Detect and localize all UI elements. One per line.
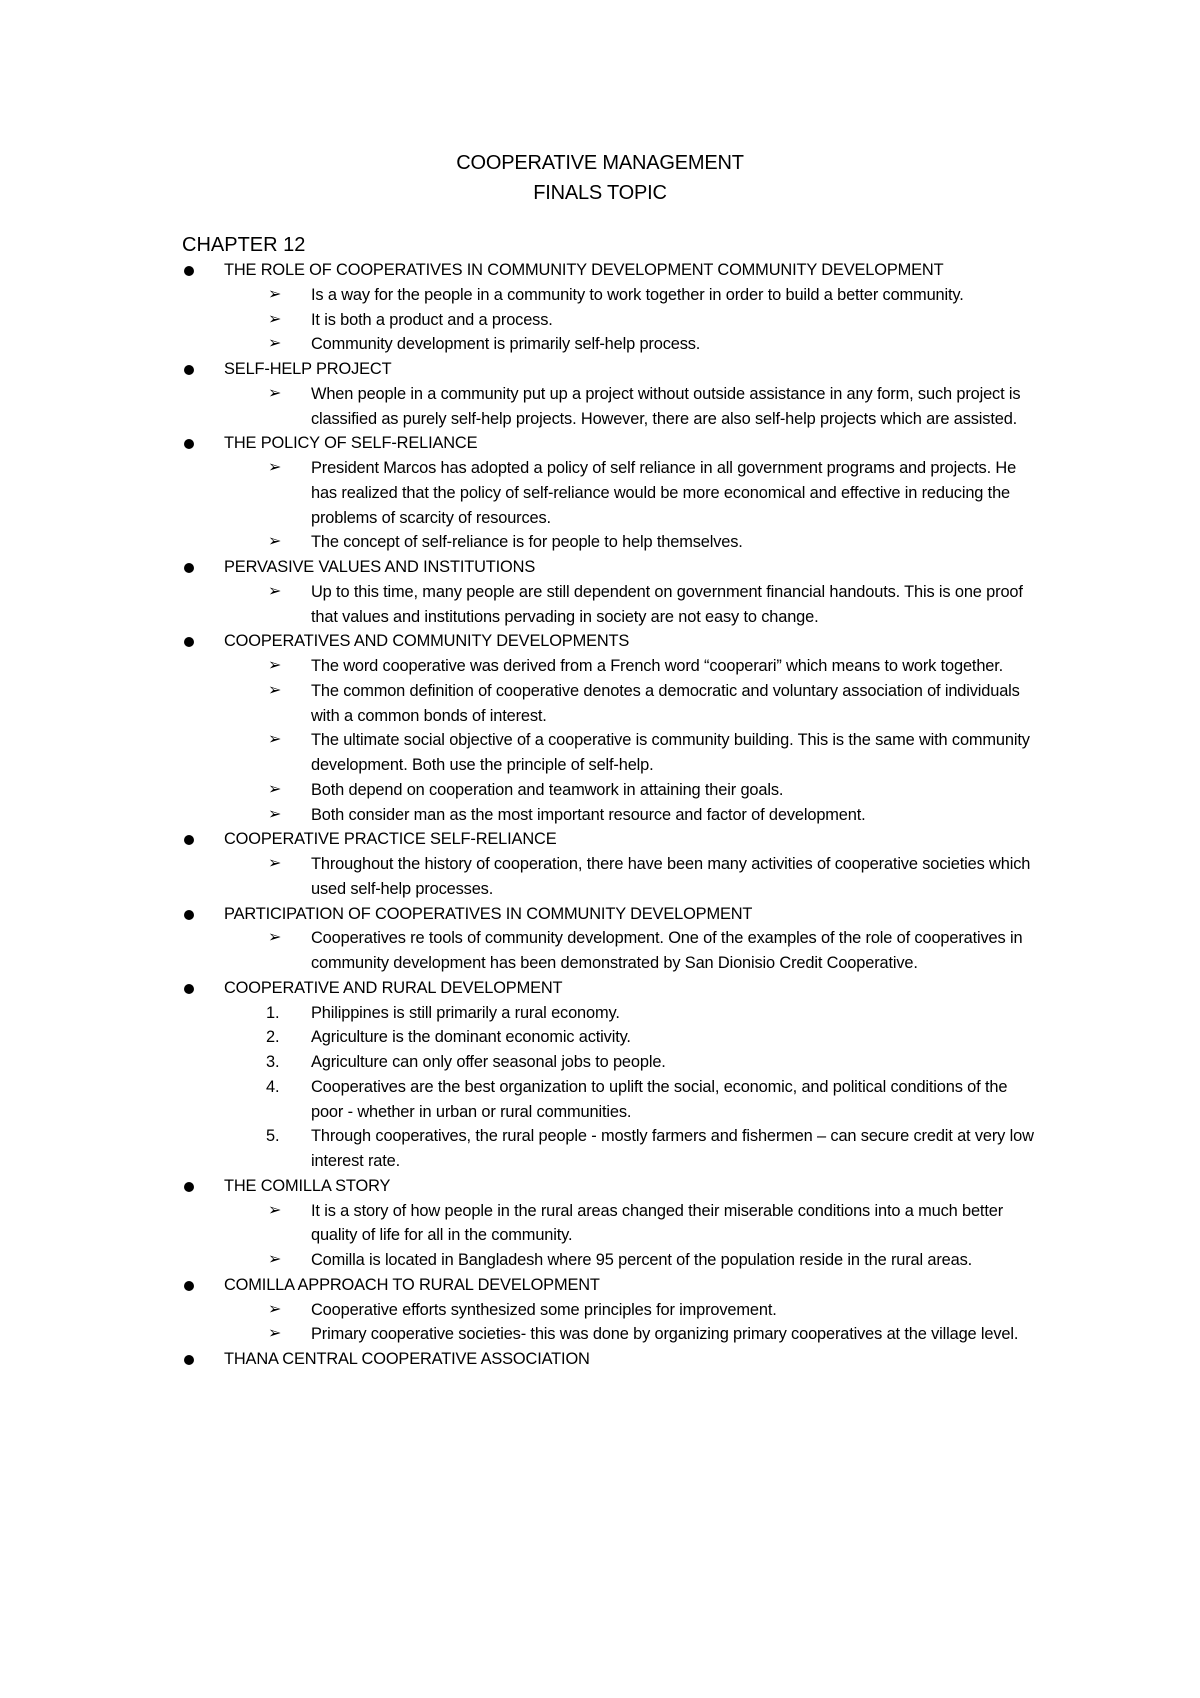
section-heading-text: THANA CENTRAL COOPERATIVE ASSOCIATION [224, 1350, 590, 1368]
list-item-text: Primary cooperative societies- this was done by organizing primary cooperatives at the village level. [311, 1325, 1019, 1344]
list-item [182, 530, 1042, 555]
section-heading [182, 827, 1042, 852]
bullet-dot-icon [184, 1281, 194, 1291]
list-item-text: The word cooperative was derived from a French word “cooperari” which means to work together. [311, 657, 1004, 675]
item-number: 2. [266, 1028, 280, 1047]
section-heading [182, 1347, 1042, 1372]
list-item-text: Through cooperatives, the rural people - mostly farmers and fishermen – can secure credit at very low interest rate. [311, 1127, 1034, 1170]
chapter-heading: CHAPTER 12 [182, 234, 306, 256]
list-item-text: President Marcos has adopted a policy of self reliance in all government programs and projects. He has realized that the policy of self-reliance would be more economical and effective in reducing the problems of scarcity of resources. [311, 459, 1017, 527]
list-item-text: The common definition of cooperative denotes a democratic and voluntary association of individuals with a common bonds of interest. [311, 681, 1020, 725]
section-heading-text: SELF-HELP PROJECT [224, 360, 392, 378]
section-heading-text: COMILLA APPROACH TO RURAL DEVELOPMENT [224, 1275, 600, 1294]
list-item [182, 926, 1042, 976]
section-heading-text: THE ROLE OF COOPERATIVES IN COMMUNITY DEVELOPMENT COMMUNITY DEVELOPMENT [224, 261, 944, 279]
bullet-dot-icon [184, 984, 194, 994]
section-heading [182, 555, 1042, 580]
bullet-dot-icon [184, 365, 194, 375]
section-heading [182, 902, 1042, 927]
outline-section [182, 258, 1042, 357]
outline-section [182, 629, 1042, 827]
arrow-bullet-icon: ➢ [268, 929, 282, 947]
bullet-dot-icon [184, 563, 194, 573]
bullet-dot-icon [184, 835, 194, 845]
section-heading-text: PERVASIVE VALUES AND INSTITUTIONS [224, 558, 536, 576]
list-item [182, 1322, 1042, 1347]
list-item-text: Cooperatives re tools of community development. One of the examples of the role of cooperatives in community development has been demonstrated by San Dionisio Credit Cooperative. [311, 929, 1023, 972]
arrow-bullet-icon: ➢ [268, 731, 282, 749]
arrow-bullet-icon: ➢ [268, 459, 282, 476]
topic-outline [182, 258, 1042, 1372]
list-item-text: Philippines is still primarily a rural economy. [311, 1003, 620, 1022]
list-item [182, 728, 1042, 778]
title-line-1: COOPERATIVE MANAGEMENT [456, 152, 744, 174]
list-item-text: It is a story of how people in the rural areas changed their miserable conditions into a much better quality of life for all in the community. [311, 1201, 1004, 1245]
list-item [182, 308, 1042, 333]
outline-section [182, 357, 1042, 431]
arrow-bullet-icon: ➢ [268, 1300, 282, 1318]
section-heading-text: THE COMILLA STORY [224, 1176, 391, 1195]
list-item [182, 456, 1042, 530]
list-item [182, 580, 1042, 630]
list-item-text: Cooperatives are the best organization to uplift the social, economic, and political conditions of the poor - whether in urban or rural communities. [311, 1077, 1008, 1121]
bullet-dot-icon [184, 266, 194, 276]
section-heading-text: COOPERATIVE PRACTICE SELF-RELIANCE [224, 830, 557, 849]
section-heading-text: THE POLICY OF SELF-RELIANCE [224, 434, 478, 453]
list-item [182, 1075, 1042, 1125]
list-item-text: Both consider man as the most important resource and factor of development. [311, 805, 866, 824]
list-item-text: The concept of self-reliance is for people to help themselves. [311, 533, 743, 552]
arrow-bullet-icon: ➢ [268, 310, 282, 328]
list-item-text: Comilla is located in Bangladesh where 95 percent of the population reside in the rural areas. [311, 1251, 973, 1269]
bullet-dot-icon [184, 439, 194, 449]
section-heading [182, 431, 1042, 456]
list-item [182, 1001, 1042, 1026]
list-item [182, 654, 1042, 679]
section-heading-text: COOPERATIVE AND RURAL DEVELOPMENT [224, 978, 563, 997]
list-item [182, 332, 1042, 357]
list-item [182, 1199, 1042, 1249]
document-title [0, 148, 1200, 208]
list-item [182, 1025, 1042, 1050]
list-item [182, 803, 1042, 828]
arrow-bullet-icon: ➢ [268, 681, 282, 699]
list-item-text: Throughout the history of cooperation, there have been many activities of cooperative societies which used self-help processes. [311, 855, 1031, 898]
arrow-bullet-icon: ➢ [268, 1201, 282, 1219]
section-heading [182, 629, 1042, 654]
list-item-text: Agriculture is the dominant economic activity. [311, 1028, 631, 1047]
arrow-bullet-icon: ➢ [268, 780, 282, 798]
title-line-2: FINALS TOPIC [533, 182, 667, 204]
section-heading [182, 357, 1042, 382]
list-item [182, 1298, 1042, 1323]
outline-section [182, 827, 1042, 901]
bullet-dot-icon [184, 637, 194, 647]
list-item [182, 778, 1042, 803]
bullet-dot-icon [184, 1355, 194, 1365]
item-number: 3. [266, 1053, 280, 1071]
outline-section [182, 1347, 1042, 1372]
outline-section [182, 976, 1042, 1174]
list-item-text: Cooperative efforts synthesized some principles for improvement. [311, 1300, 777, 1319]
outline-section [182, 431, 1042, 555]
list-item [182, 283, 1042, 308]
list-item-text: Agriculture can only offer seasonal jobs to people. [311, 1053, 666, 1071]
arrow-bullet-icon: ➢ [268, 285, 282, 303]
arrow-bullet-icon: ➢ [268, 533, 282, 551]
list-item-text: When people in a community put up a project without outside assistance in any form, such project is classified as purely self-help projects. However, there are also self-help projects which are assisted. [311, 384, 1021, 428]
item-number: 5. [266, 1127, 280, 1146]
bullet-dot-icon [184, 910, 194, 920]
section-heading [182, 1273, 1042, 1298]
item-number: 1. [266, 1003, 280, 1022]
section-heading [182, 258, 1042, 283]
section-heading-text: PARTICIPATION OF COOPERATIVES IN COMMUNITY DEVELOPMENT [224, 904, 753, 923]
arrow-bullet-icon: ➢ [268, 582, 282, 600]
arrow-bullet-icon: ➢ [268, 657, 282, 674]
item-number: 4. [266, 1077, 280, 1096]
list-item [182, 382, 1042, 432]
list-item [182, 1248, 1042, 1273]
list-item [182, 1050, 1042, 1075]
outline-section [182, 1273, 1042, 1347]
arrow-bullet-icon: ➢ [268, 335, 282, 353]
list-item [182, 852, 1042, 902]
arrow-bullet-icon: ➢ [268, 855, 282, 872]
list-item [182, 679, 1042, 729]
arrow-bullet-icon: ➢ [268, 1325, 282, 1343]
section-heading [182, 1174, 1042, 1199]
section-heading-text: COOPERATIVES AND COMMUNITY DEVELOPMENTS [224, 632, 630, 651]
list-item-text: Both depend on cooperation and teamwork in attaining their goals. [311, 780, 784, 799]
section-heading [182, 976, 1042, 1001]
list-item-text: Is a way for the people in a community to work together in order to build a better community. [311, 285, 964, 304]
list-item-text: It is both a product and a process. [311, 310, 553, 329]
arrow-bullet-icon: ➢ [268, 1251, 282, 1268]
arrow-bullet-icon: ➢ [268, 805, 282, 823]
outline-section [182, 902, 1042, 976]
list-item-text: Community development is primarily self-help process. [311, 335, 701, 354]
bullet-dot-icon [184, 1182, 194, 1192]
outline-section [182, 555, 1042, 629]
list-item [182, 1124, 1042, 1174]
outline-section [182, 1174, 1042, 1273]
list-item-text: The ultimate social objective of a cooperative is community building. This is the same with community development. Both use the principle of self-help. [311, 731, 1030, 774]
arrow-bullet-icon: ➢ [268, 384, 282, 402]
list-item-text: Up to this time, many people are still dependent on government financial handouts. This is one proof that values and institutions pervading in society are not easy to change. [311, 582, 1023, 626]
